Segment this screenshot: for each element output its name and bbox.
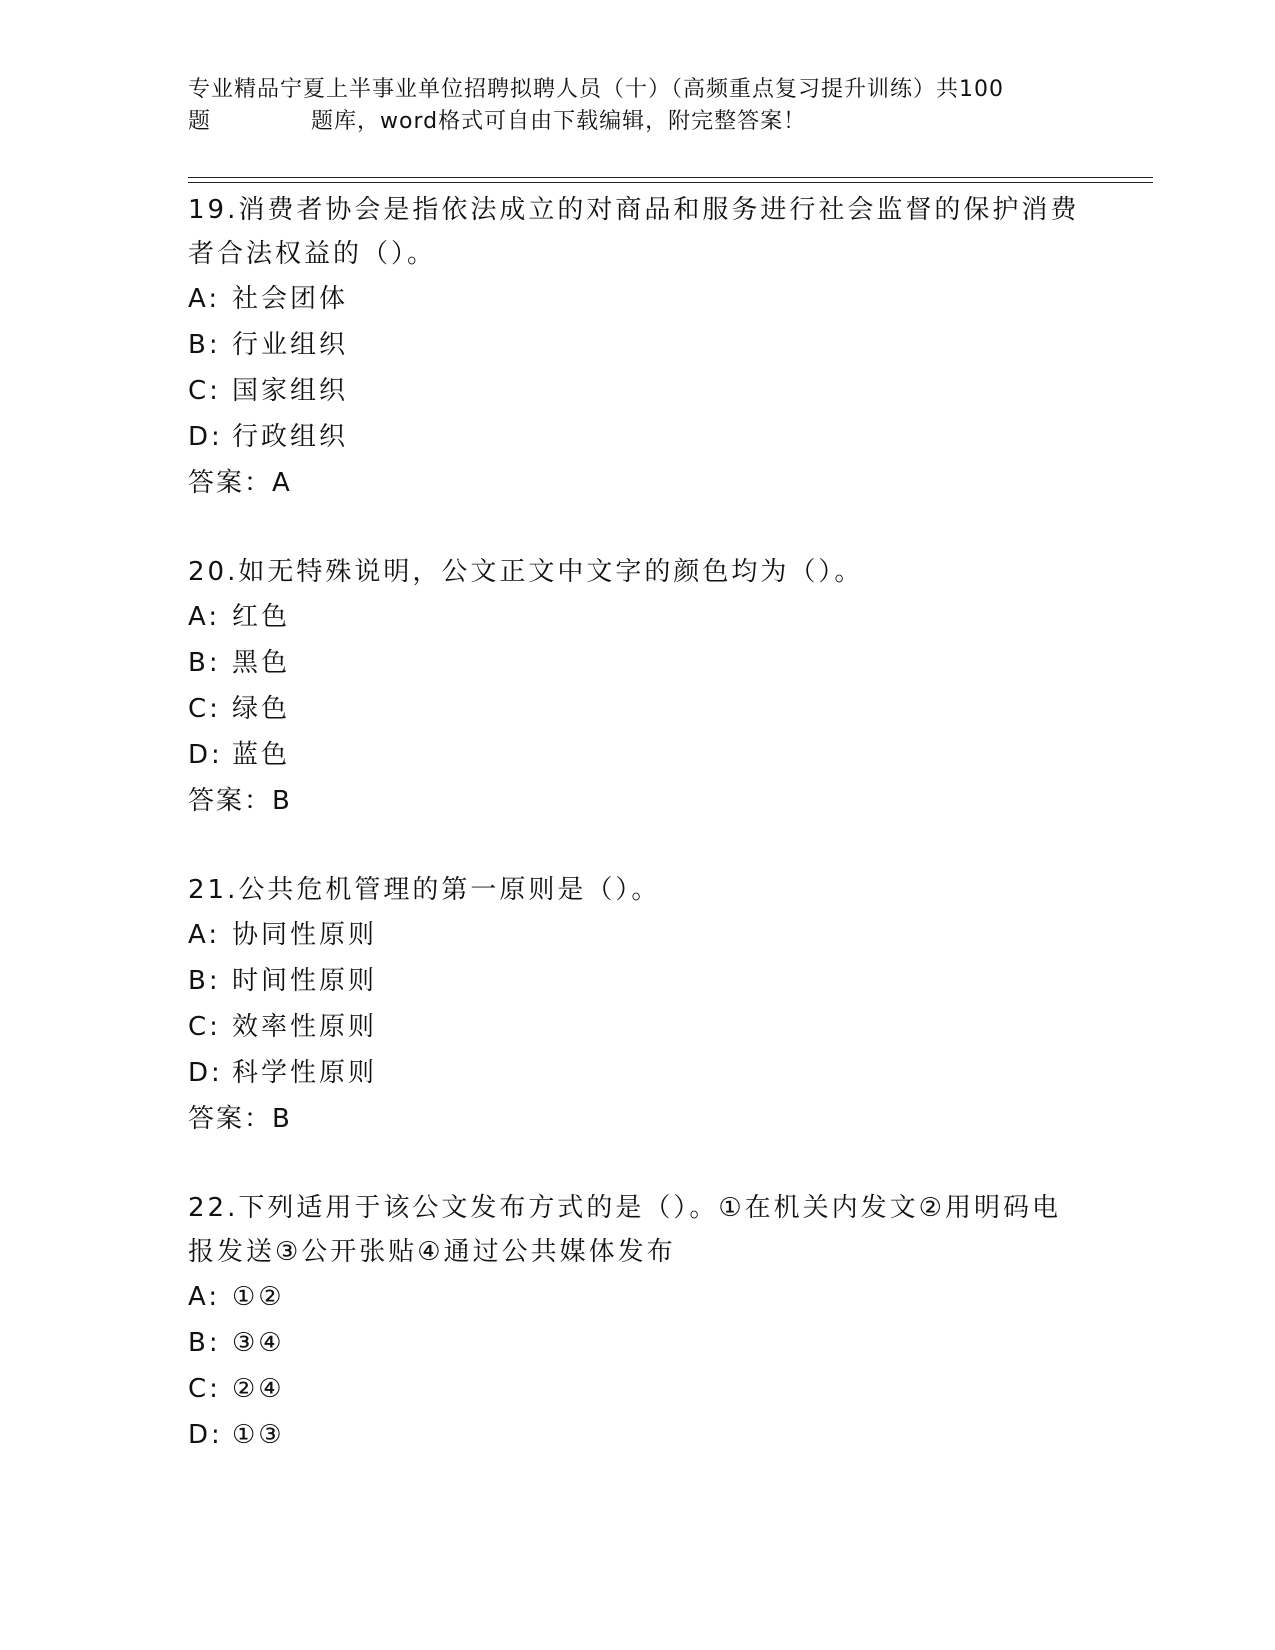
option-b [188,640,1088,686]
document-header [188,74,1088,138]
option-key: A: [188,1282,221,1312]
answer-line: 答案：B [188,1104,292,1134]
option-text: 蓝色 [232,740,291,770]
option-d [188,414,1088,460]
option-text: 社会团体 [232,284,349,314]
option-d [188,1050,1088,1096]
option-a [188,1274,1088,1320]
question-stem-line: 者合法权益的（）。 [188,239,437,269]
option-text: 效率性原则 [232,1012,378,1042]
option-key: B: [188,1328,221,1358]
header-divider-top [188,177,1153,178]
option-text: 黑色 [232,648,291,678]
header-divider-bottom [188,182,1153,183]
option-c [188,686,1088,732]
option-text: 科学性原则 [232,1058,378,1088]
option-key: D: [188,1420,223,1450]
option-a [188,912,1088,958]
question-stem-line: 22.下列适用于该公文发布方式的是（）。①在机关内发文②用明码电 [188,1193,1061,1223]
option-key: D: [188,422,223,452]
option-text: 时间性原则 [232,966,378,996]
option-text: 国家组织 [232,376,349,406]
option-text: 行政组织 [232,422,349,452]
question-20 [188,550,1088,824]
option-c [188,1366,1088,1412]
option-d [188,1412,1088,1458]
header-line-2-text: 题库，word格式可自由下载编辑，附完整答案！ [311,109,807,134]
header-line-2-prefix: 题 [188,109,212,134]
option-text: ②④ [232,1374,285,1404]
option-b [188,322,1088,368]
question-stem-line: 报发送③公开张贴④通过公共媒体发布 [188,1237,676,1267]
answer-line: 答案：B [188,786,292,816]
answer-line: 答案：A [188,468,292,498]
header-line-2 [188,106,1088,138]
option-key: A: [188,602,221,632]
option-c [188,1004,1088,1050]
option-key: C: [188,1374,221,1404]
option-text: ①② [232,1282,285,1312]
option-c [188,368,1088,414]
option-key: D: [188,740,223,770]
option-b [188,958,1088,1004]
option-key: A: [188,284,221,314]
question-stem-line: 19.消费者协会是指依法成立的对商品和服务进行社会监督的保护消费 [188,195,1080,225]
option-key: A: [188,920,221,950]
option-key: C: [188,694,221,724]
question-22 [188,1186,1088,1458]
option-key: C: [188,376,221,406]
header-line-1: 专业精品宁夏上半事业单位招聘拟聘人员（十）（高频重点复习提升训练）共100 [188,77,1004,102]
option-a [188,594,1088,640]
question-stem-line: 20.如无特殊说明，公文正文中文字的颜色均为（）。 [188,557,864,587]
option-text: ③④ [232,1328,285,1358]
option-text: 行业组织 [232,330,349,360]
option-text: 绿色 [232,694,291,724]
option-key: B: [188,966,221,996]
option-text: ①③ [232,1420,285,1450]
option-d [188,732,1088,778]
option-key: C: [188,1012,221,1042]
question-21 [188,868,1088,1142]
option-a [188,276,1088,322]
question-list [188,188,1088,1502]
option-b [188,1320,1088,1366]
option-key: B: [188,330,221,360]
option-text: 红色 [232,602,291,632]
question-stem-line: 21.公共危机管理的第一原则是（）。 [188,875,661,905]
option-key: D: [188,1058,223,1088]
question-19 [188,188,1088,506]
option-key: B: [188,648,221,678]
option-text: 协同性原则 [232,920,378,950]
